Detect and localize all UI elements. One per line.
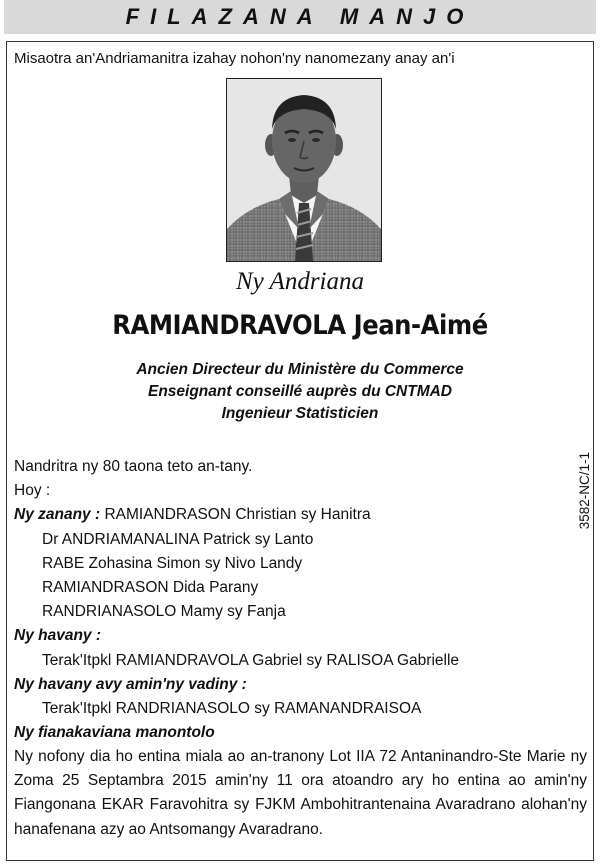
child-entry: RAMIANDRASON Dida Parany bbox=[42, 579, 259, 597]
children-label: Ny zanany : bbox=[14, 506, 101, 524]
honorific-text: Ny Andriana bbox=[235, 268, 364, 295]
children-first-line bbox=[14, 503, 579, 527]
header-title: FILAZANA MANJO bbox=[125, 4, 475, 29]
whole-family-label: Ny fianakaviana manontolo bbox=[14, 724, 215, 742]
child-entry: RANDRIANASOLO Mamy sy Fanja bbox=[42, 603, 286, 621]
relative-entry: Terak'Itpkl RAMIANDRAVOLA Gabriel sy RALISOA Gabrielle bbox=[42, 651, 460, 669]
family-details bbox=[14, 455, 579, 745]
header-banner bbox=[4, 0, 596, 34]
title-line: Ingenieur Statisticien bbox=[221, 405, 379, 422]
child-entry: Dr ANDRIAMANALINA Patrick sy Lanto bbox=[42, 530, 314, 548]
funeral-details: Ny nofony dia ho entina miala ao an-tranony Lot IIA 72 Antaninandro-Ste Marie ny Zoma 25 Septambra 2015 amin'ny 11 ora atoandro ary ho entina ao amin'ny Fiangonana EKAR Faravohitra sy FJKM Ambohitrantenaina Avaradrano alohan'ny hanafenana azy ao Antsomangy Avaradrano. bbox=[14, 748, 587, 838]
hoy-label: Hoy : bbox=[14, 482, 51, 500]
child-entry: RABE Zohasina Simon sy Nivo Landy bbox=[42, 554, 303, 572]
portrait-photo bbox=[226, 78, 382, 262]
deceased-titles bbox=[0, 359, 600, 425]
spouse-relative-entry: Terak'Itpkl RANDRIANASOLO sy RAMANANDRAISOA bbox=[42, 700, 422, 718]
relatives-label: Ny havany : bbox=[14, 627, 102, 645]
age-line: Nandritra ny 80 taona teto an-tany. bbox=[14, 458, 253, 475]
title-line: Enseignant conseillé auprès du CNTMAD bbox=[147, 383, 453, 400]
deceased-name: RAMIANDRAVOLA Jean-Aimé bbox=[112, 310, 488, 341]
child-entry: RAMIANDRASON Christian sy Hanitra bbox=[104, 506, 371, 524]
reference-code: 3582-NC/1-1 bbox=[577, 452, 592, 530]
portrait-image bbox=[227, 79, 381, 261]
title-line: Ancien Directeur du Ministère du Commerce bbox=[136, 361, 464, 378]
spouse-relatives-label: Ny havany avy amin'ny vadiny : bbox=[14, 675, 247, 693]
intro-text: Misaotra an'Andriamanitra izahay nohon'ny nanomezany anay an'i bbox=[14, 50, 455, 67]
